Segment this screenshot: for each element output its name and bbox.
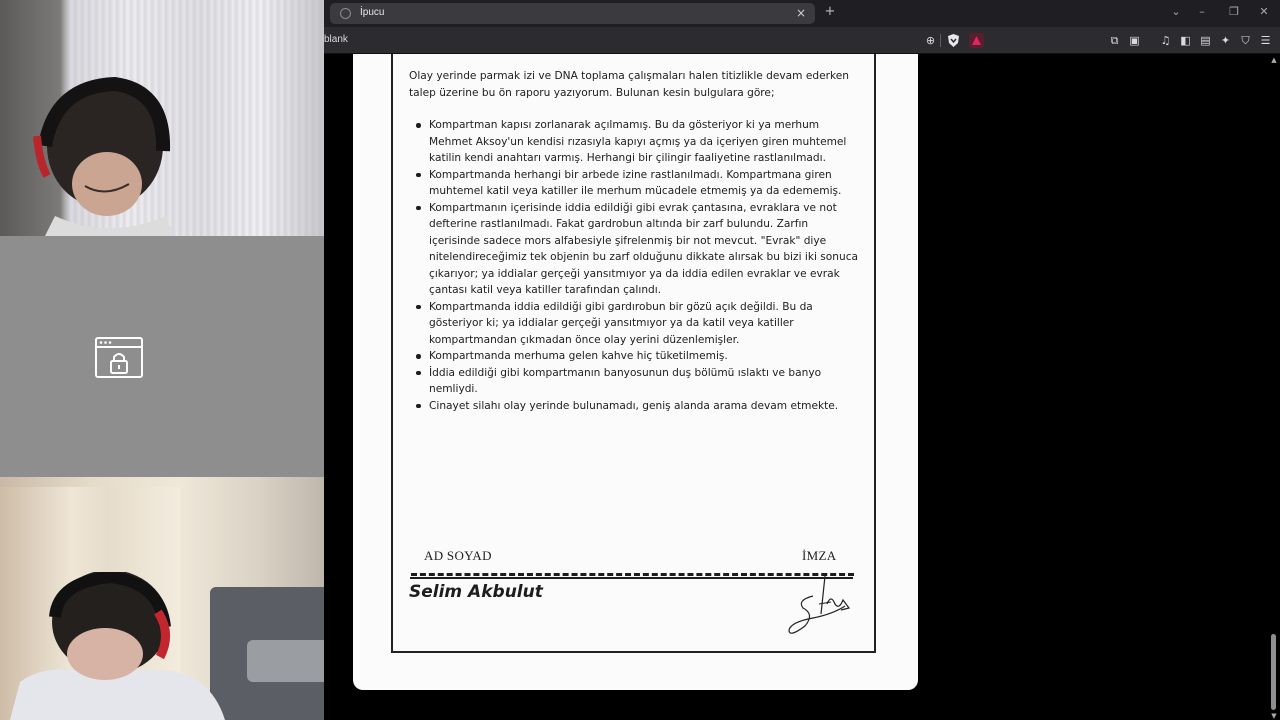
url-text[interactable]: blank: [324, 34, 348, 45]
scroll-up-icon[interactable]: ▲: [1271, 56, 1277, 64]
zoom-icon[interactable]: ⊕: [925, 34, 936, 47]
new-tab-button[interactable]: +: [824, 4, 836, 19]
report-intro: Olay yerinde parmak izi ve DNA toplama çalışmaları halen titizlikle devam ederken talep üzerine bu ön raporu yazıyorum. Bulunan kesin bulgulara göre;: [409, 70, 849, 99]
tab-title: İpucu: [360, 7, 385, 18]
music-icon[interactable]: ♫: [1160, 34, 1171, 47]
restore-icon[interactable]: ❐: [1229, 5, 1239, 18]
second-person-figure: [10, 572, 240, 720]
finding-item: İddia edildiği gibi kompartmanın banyosunun duş bölümü ıslaktı ve banyo nemliydi.: [415, 365, 859, 398]
finding-item: Cinayet silahı olay yerinde bulunamadı, geniş alanda arama devam etmekte.: [415, 398, 859, 415]
rewards-triangle-icon[interactable]: [969, 33, 984, 48]
puzzle-icon[interactable]: ⧉: [1110, 34, 1119, 47]
sparkle-icon[interactable]: ✦: [1220, 34, 1231, 47]
finding-item: Kompartmanda iddia edildiği gibi gardırobun bir gözü açık değildi. Bu da gösteriyor ki; ya iddialar gerçeği yansıtmıyor ya da katil veya katiller kompartmandan çıkmadan önce olay yerini düzenlemişler.: [415, 299, 859, 349]
finding-item: Kompartman kapısı zorlanarak açılmamış. Bu da gösteriyor ki ya merhum Mehmet Aksoy'un kendisi rızasıyla kapıyı açmış ya da içeriyen giren muhtemel katilin kendi anahtarı varmış. Herhangi bir çilingir faaliyetine rastlanılmadı.: [415, 117, 859, 167]
globe-icon: [340, 8, 351, 19]
tab-close-button[interactable]: ×: [795, 6, 807, 20]
page-scrollbar[interactable]: [1270, 54, 1278, 720]
tab-list-chevron-icon[interactable]: ⌄: [1171, 5, 1181, 18]
finding-item: Kompartmanda herhangi bir arbede izine rastlanılmadı. Kompartmana giren muhtemel katil veya katiller ile merhum mücadele etmemiş ya da edememiş.: [415, 167, 859, 200]
page-viewport: [324, 54, 1280, 720]
shield-icon[interactable]: ⛉: [1241, 34, 1250, 47]
browser-tab-bar: [324, 0, 1280, 27]
findings-list: [415, 117, 859, 414]
wallet-icon[interactable]: ▤: [1200, 34, 1211, 47]
signature-label: İMZA: [802, 548, 837, 563]
scrollbar-thumb[interactable]: [1271, 634, 1276, 710]
webcam-feed-top: [0, 0, 324, 236]
minimize-icon[interactable]: –: [1199, 5, 1205, 18]
address-bar: [324, 27, 1280, 54]
toolbar-separator: [940, 34, 941, 47]
window-close-icon[interactable]: ✕: [1259, 5, 1269, 18]
webcam-feed-bottom: [0, 477, 340, 720]
locked-window-icon: [95, 337, 143, 378]
finding-item: Kompartmanda merhuma gelen kahve hiç tüketilmemiş.: [415, 348, 859, 365]
name-label: AD SOYAD: [424, 548, 492, 563]
scroll-down-icon[interactable]: ▼: [1271, 712, 1277, 720]
handwritten-signature: [783, 574, 863, 642]
report-card: [353, 54, 918, 690]
tab-ipucu[interactable]: [330, 3, 815, 24]
streamer-figure: [25, 66, 175, 236]
name-value: Selim Akbulut: [409, 582, 543, 602]
capture-icon[interactable]: ▣: [1129, 34, 1140, 47]
hamburger-icon[interactable]: ☰: [1260, 34, 1271, 47]
finding-item: Kompartmanın içerisinde iddia edildiği gibi evrak çantasına, evraklara ve not defterine rastlanılmadı. Fakat gardrobun altında bir zarf bulundu. Zarfın içerisinde sadece mors alfabesiyle şifrelenmiş bir not mevcut. "Evrak" diye nitelendireceğimiz tek objenin bu zarf olduğunu dikkate alırsak bu bizi iki sonuca çıkarıyor; ya iddialar gerçeği yansıtmıyor ya da iddia edilen evraklar ve evrak çantası katil veya katiller tarafından çalındı.: [415, 200, 859, 299]
sidebar-icon[interactable]: ◧: [1180, 34, 1191, 47]
brave-shield-icon[interactable]: [946, 33, 961, 48]
locked-window-panel: [0, 236, 335, 477]
